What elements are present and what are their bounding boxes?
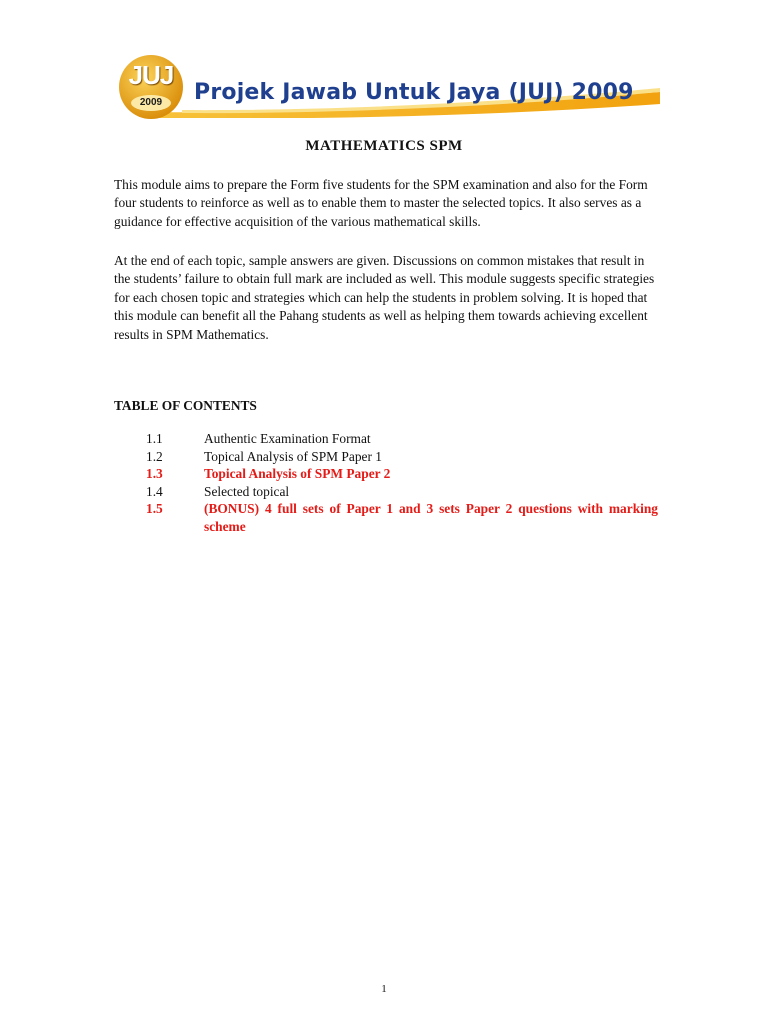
toc-item — [146, 448, 658, 466]
page-number: 1 — [381, 983, 387, 995]
toc-item-number: 1.1 — [146, 431, 163, 446]
table-of-contents — [146, 430, 658, 536]
juj-logo — [118, 54, 184, 120]
toc-item-text: Topical Analysis of SPM Paper 1 — [204, 448, 382, 464]
page-title: MATHEMATICS SPM — [305, 138, 463, 154]
toc-item-number: 1.4 — [146, 483, 163, 499]
header-banner — [112, 54, 660, 118]
intro-paragraph-2: At the end of each topic, sample answers are given. Discussions on common mistakes that result in the students’ failure to obtain full mark are included as well. This module suggests specific strategies for each chosen topic and strategies which can help the students in problem solving. It is hoped that this module can benefit all the Pahang students as well as helping them towards achieving excellent results in SPM Mathematics. — [114, 253, 655, 342]
intro-paragraph-1: This module aims to prepare the Form five students for the SPM examination and also for the Form four students to reinforce as well as to enable them to master the selected topics. It also serves as a guidance for effective acquisition of the various mathematical skills. — [114, 177, 648, 229]
toc-item-number: 1.3 — [146, 466, 163, 482]
toc-item-number: 1.2 — [146, 448, 163, 464]
banner-title: Projek Jawab Untuk Jaya (JUJ) 2009 — [194, 80, 634, 105]
toc-item-highlighted — [146, 500, 658, 535]
logo-text: JUJ — [128, 60, 174, 90]
logo-year: 2009 — [139, 97, 163, 108]
toc-heading: TABLE OF CONTENTS — [114, 398, 257, 413]
toc-item-text: Selected topical — [204, 483, 290, 499]
toc-item — [146, 430, 658, 448]
toc-item-text: Topical Analysis of SPM Paper 2 — [204, 466, 391, 482]
toc-item — [146, 483, 658, 501]
toc-item-text: Authentic Examination Format — [204, 431, 371, 446]
toc-item-highlighted — [146, 465, 658, 483]
toc-item-number: 1.5 — [146, 501, 163, 517]
toc-item-text: (BONUS) 4 full sets of Paper 1 and 3 sets Paper 2 questions with marking scheme — [204, 501, 658, 534]
